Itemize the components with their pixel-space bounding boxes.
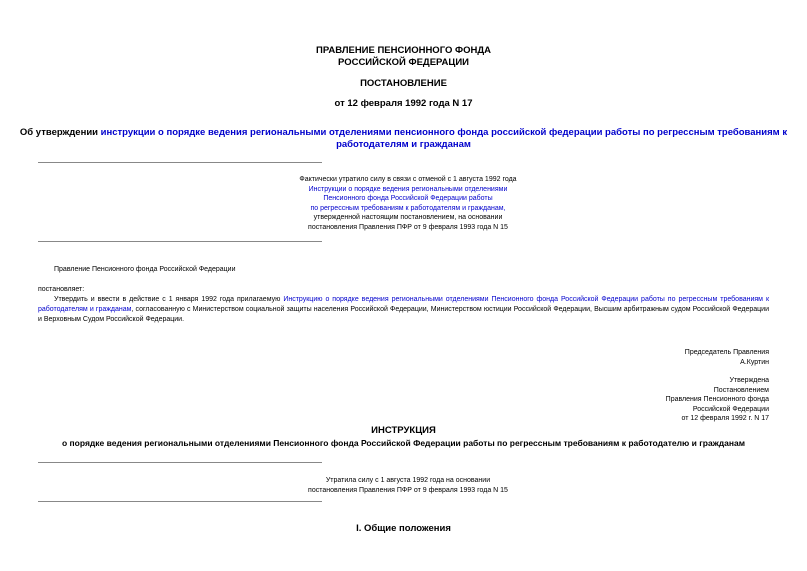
divider xyxy=(38,162,322,163)
paragraph-prefix: Утвердить и ввести в действие с 1 января 1992 года прилагаемую xyxy=(54,296,284,303)
document-title xyxy=(0,127,807,139)
status-note xyxy=(208,175,608,232)
status-note-line: постановления Правления ПФР от 9 февраля 1993 года N 15 xyxy=(308,223,508,231)
status-note-line: Фактически утратило силу в связи с отменой с 1 августа 1992 года xyxy=(299,176,517,183)
org-name-line1: ПРАВЛЕНИЕ ПЕНСИОННОГО ФОНДА xyxy=(316,45,491,56)
signature-name: А.Куртин xyxy=(740,358,769,366)
status-note-line: утвержденной настоящим постановлением, на основании xyxy=(313,214,503,221)
signature-block xyxy=(685,348,769,367)
org-name-line2: РОССИЙСКОЙ ФЕДЕРАЦИИ xyxy=(337,57,469,68)
decides-line: постановляет: xyxy=(38,286,85,293)
document-type: ПОСТАНОВЛЕНИЕ xyxy=(360,78,447,89)
approval-line: от 12 февраля 1992 г. N 17 xyxy=(681,415,769,422)
status-note-link[interactable]: Инструкции о порядке ведения региональными отделениями xyxy=(308,185,508,193)
status-note-link[interactable]: Пенсионного фонда Российской Федерации работы xyxy=(323,195,493,202)
divider xyxy=(38,501,322,502)
divider xyxy=(38,241,322,242)
resolution-paragraph xyxy=(38,295,769,325)
instruction-link[interactable]: Инструкцию о порядке ведения региональными отделениями Пенсионного фонда Российской Федерации работы по регрессным требованиям к работодателям и гражданам xyxy=(38,296,770,313)
status-note-link[interactable]: по регрессным требованиям к работодателям и гражданам, xyxy=(310,204,506,212)
paragraph-suffix: , согласованную с Министерством социальной защиты населения Российской Федерации, Министерством юстиции Российской Федерации, Высшим арбитражным судом Российской Федерации и Верховным Судом Российской Федерации. xyxy=(38,306,769,323)
approval-line: Утверждена xyxy=(729,377,769,384)
board-line: Правление Пенсионного фонда Российской Федерации xyxy=(54,266,236,273)
approval-line: Российской Федерации xyxy=(692,405,769,413)
approval-block xyxy=(666,376,769,424)
instruction-heading: ИНСТРУКЦИЯ xyxy=(371,425,436,436)
repeal-note-line: Утратила силу с 1 августа 1992 года на основании xyxy=(325,477,491,484)
approval-line: Правления Пенсионного фонда xyxy=(665,396,769,403)
title-link-line2[interactable]: работодателям и гражданам xyxy=(336,139,471,150)
repeal-note-line: постановления Правления ПФР от 9 февраля 1993 года N 15 xyxy=(308,486,508,494)
document-date: от 12 февраля 1992 года N 17 xyxy=(334,98,473,109)
instruction-subheading: о порядке ведения региональными отделениями Пенсионного фонда Российской Федерации работы по регрессным требованиям к работодателю и гражданам xyxy=(61,438,746,448)
section-title: I. Общие положения xyxy=(356,523,451,534)
title-link-line1[interactable]: инструкции о порядке ведения региональными отделениями пенсионного фонда российской федерации работы по регрессным требованиям к xyxy=(100,127,788,138)
approval-line: Постановлением xyxy=(713,386,769,394)
divider xyxy=(38,462,322,463)
title-prefix: Об утверждении xyxy=(19,127,101,138)
signature-role: Председатель Правления xyxy=(684,349,769,356)
document-title-line2 xyxy=(0,139,807,151)
repeal-note xyxy=(208,476,608,495)
